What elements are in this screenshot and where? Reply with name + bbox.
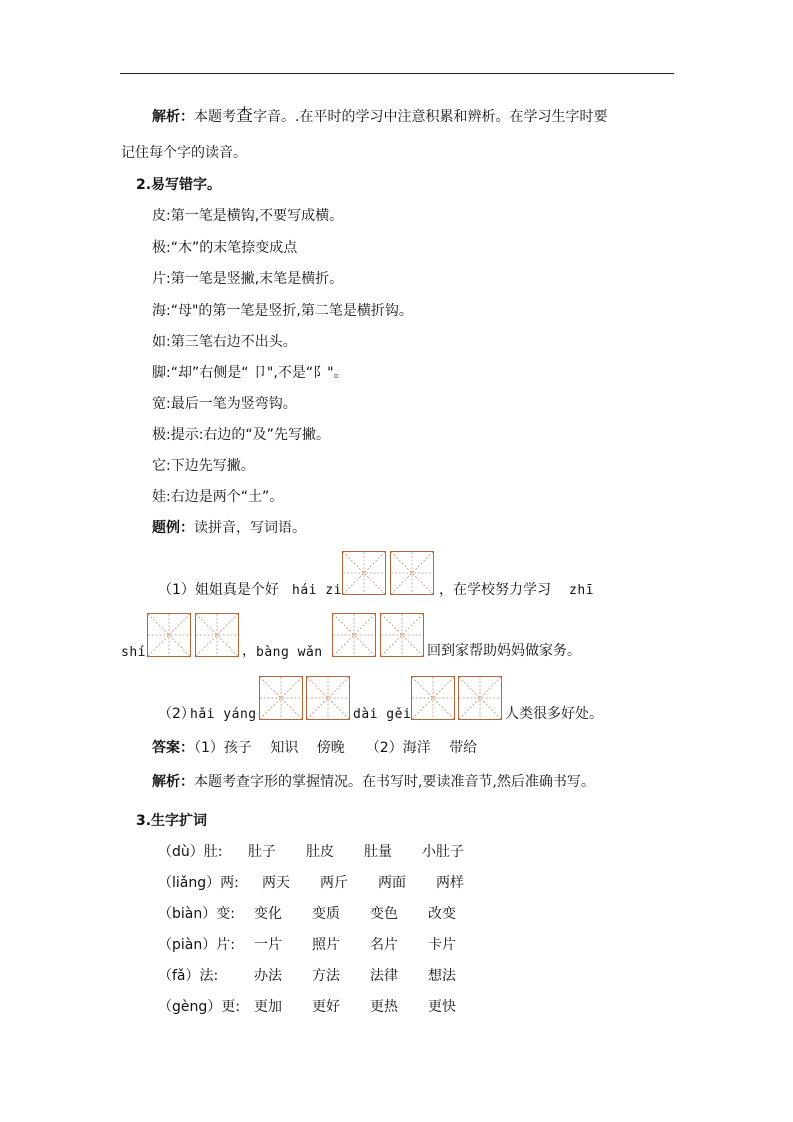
- word-item: 想法: [428, 968, 456, 984]
- grid-guides: [391, 552, 433, 594]
- word-row: [158, 842, 480, 862]
- q2-end: 人类很多好处。: [505, 706, 603, 722]
- writing-grid[interactable]: [411, 676, 455, 720]
- q1-end: 回到家帮助妈妈做家务。: [427, 643, 581, 659]
- grid-guides: [343, 552, 385, 594]
- q1-pinyin-2a: zhī: [569, 583, 594, 598]
- word-item: 两面: [378, 875, 406, 891]
- word-row-head: （dù）肚:: [158, 844, 223, 860]
- grid-guides: [260, 677, 302, 719]
- word-item: 肚量: [364, 844, 392, 860]
- word-item: 更好: [312, 999, 340, 1015]
- word-row: [158, 904, 486, 924]
- writing-grid[interactable]: [147, 613, 191, 657]
- q2-start: （2）: [158, 706, 195, 722]
- writing-grid[interactable]: [390, 551, 434, 595]
- word-item: 改变: [428, 906, 456, 922]
- example-prompt: 读拼音，写词语。: [194, 520, 306, 536]
- error-item: 极:“木”的末笔捺变成点: [152, 240, 298, 256]
- q2-pinyin-2: dài gěi: [353, 707, 412, 722]
- section-3-heading: 3.生字扩词: [136, 813, 208, 829]
- analysis-1-text-a: 本题考: [194, 109, 236, 125]
- error-item: 皮:第一笔是横钩,不要写成横。: [152, 208, 344, 224]
- writing-grid[interactable]: [259, 676, 303, 720]
- word-item: 两天: [262, 875, 290, 891]
- analysis-1-text-b: 字音。.在平时的学习中注意积累和辨析。在学习生字时要: [253, 109, 608, 125]
- error-item: 脚:“却”右侧是“ 卩",不是“阝"。: [152, 365, 348, 381]
- grid-guides: [148, 614, 190, 656]
- word-item: 变质: [312, 906, 340, 922]
- word-item: 照片: [312, 937, 340, 953]
- word-row-head: （biàn）变:: [158, 906, 235, 922]
- word-item: 变色: [370, 906, 398, 922]
- analysis-1-text-big: 查: [236, 106, 253, 126]
- example-line: [152, 518, 306, 538]
- analysis-1-line-1: [152, 106, 607, 127]
- grid-guides: [333, 614, 375, 656]
- word-row-head: （liǎng）两:: [158, 875, 239, 891]
- word-item: 肚皮: [306, 844, 334, 860]
- word-row-head: （piàn）片:: [158, 937, 235, 953]
- grid-guides: [381, 614, 423, 656]
- q1-pinyin-2b: shí: [121, 645, 146, 660]
- word-row-head: （fǎ）法:: [158, 968, 219, 984]
- answer-text: （1）孩子 知识 傍晚 （2）海洋 带给: [194, 740, 478, 756]
- error-item: 如:第三笔右边不出头。: [152, 334, 297, 350]
- grid-guides: [307, 677, 349, 719]
- error-item: 极:提示:右边的“及”先写撇。: [152, 427, 330, 443]
- analysis-2-label: 解析：: [152, 774, 194, 790]
- writing-grid[interactable]: [458, 676, 502, 720]
- word-row: [158, 935, 486, 955]
- writing-grid[interactable]: [380, 613, 424, 657]
- writing-grid[interactable]: [306, 676, 350, 720]
- word-item: 法律: [370, 968, 398, 984]
- word-row: [158, 873, 494, 893]
- q1-comma: ，: [242, 643, 256, 659]
- writing-grid[interactable]: [195, 613, 239, 657]
- word-row: [158, 997, 486, 1017]
- error-item: 娃:右边是两个“土”。: [152, 489, 284, 505]
- error-item: 宽:最后一笔为竖弯钩。: [152, 396, 297, 412]
- word-item: 名片: [370, 937, 398, 953]
- analysis-1-label: 解析：: [152, 109, 194, 125]
- analysis-1-line-2: 记住每个字的读音。: [121, 145, 247, 161]
- word-item: 两样: [436, 875, 464, 891]
- error-item: 片:第一笔是竖撇,末笔是横折。: [152, 271, 344, 287]
- error-item: 它:下边先写撇。: [152, 458, 255, 474]
- header-rule: [120, 73, 674, 74]
- writing-grid[interactable]: [332, 613, 376, 657]
- word-item: 更快: [428, 999, 456, 1015]
- analysis-2-line: [152, 772, 595, 792]
- word-item: 卡片: [428, 937, 456, 953]
- answer-label: 答案：: [152, 740, 194, 756]
- word-item: 两斤: [320, 875, 348, 891]
- q1-mid: ，在学校努力学习: [439, 582, 551, 598]
- word-item: 一片: [254, 937, 282, 953]
- word-item: 肚子: [248, 844, 276, 860]
- grid-guides: [412, 677, 454, 719]
- word-item: 小肚子: [422, 844, 464, 860]
- word-item: 方法: [312, 968, 340, 984]
- q1-pinyin-1: hái zi: [292, 583, 342, 598]
- word-row-head: （gèng）更:: [158, 999, 240, 1015]
- word-item: 更热: [370, 999, 398, 1015]
- word-item: 变化: [254, 906, 282, 922]
- q1-pinyin-3: bàng wǎn: [256, 645, 323, 660]
- example-label: 题例：: [152, 520, 194, 536]
- section-2-heading: 2.易写错字。: [136, 177, 222, 193]
- word-item: 办法: [254, 968, 282, 984]
- grid-guides: [196, 614, 238, 656]
- word-row: [158, 966, 486, 986]
- q1-start: （1）姐姐真是个好: [158, 582, 279, 598]
- answer-line: [152, 738, 477, 758]
- word-item: 更加: [254, 999, 282, 1015]
- error-item: 海:“母"的第一笔是竖折,第二笔是横折钩。: [152, 303, 413, 319]
- analysis-2-text: 本题考查字形的掌握情况。在书写时,要读准音节,然后准确书写。: [194, 774, 595, 790]
- grid-guides: [459, 677, 501, 719]
- writing-grid[interactable]: [342, 551, 386, 595]
- q2-pinyin-1: hǎi yáng: [190, 707, 257, 722]
